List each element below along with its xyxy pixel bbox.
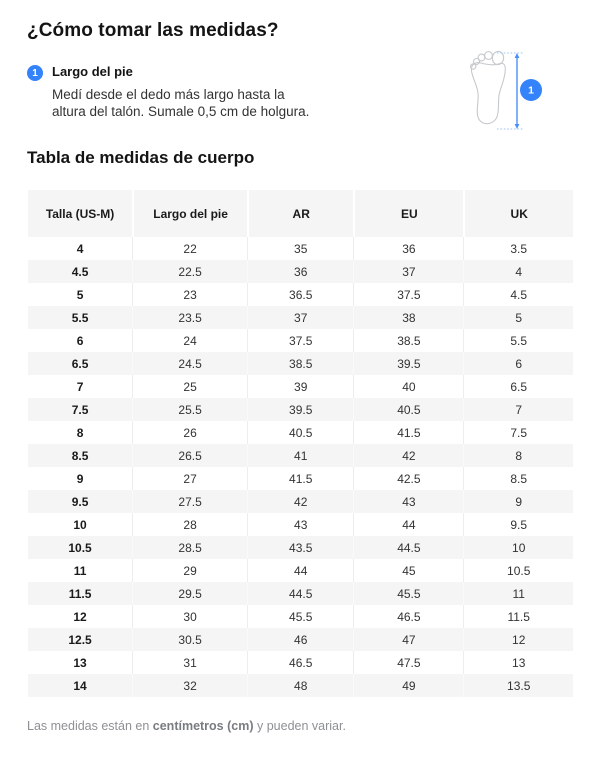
value-cell: 40.5 (247, 421, 353, 444)
instruction-text (52, 64, 309, 120)
size-cell: 10.5 (28, 536, 132, 559)
value-cell: 44 (247, 559, 353, 582)
value-cell: 47.5 (353, 651, 463, 674)
table-section-title: Tabla de medidas de cuerpo (27, 148, 255, 167)
size-cell: 9.5 (28, 490, 132, 513)
value-cell: 8 (463, 444, 573, 467)
column-header-largo: Largo del pie (132, 190, 247, 237)
column-header-talla: Talla (US-M) (28, 190, 132, 237)
table-row (28, 421, 573, 444)
table-row (28, 582, 573, 605)
step-1-badge: 1 (27, 65, 43, 81)
description-line-2: altura del talón. Sumale 0,5 cm de holgura. (52, 104, 310, 119)
size-cell: 7 (76, 379, 84, 394)
table-row (28, 352, 573, 375)
size-cell: 6.5 (28, 352, 132, 375)
instruction-block (27, 64, 309, 136)
value-cell: 13 (463, 651, 573, 674)
value-cell: 40 (353, 375, 463, 398)
value-cell: 41.5 (247, 467, 353, 490)
value-cell: 37 (247, 306, 353, 329)
table-row (28, 513, 573, 536)
value-cell: 45 (353, 559, 463, 582)
value-cell: 41.5 (353, 421, 463, 444)
size-cell: 4 (76, 241, 84, 256)
value-cell: 42 (353, 444, 463, 467)
size-cell: 7.5 (28, 398, 132, 421)
value-cell: 27 (132, 467, 247, 490)
value-cell: 8.5 (463, 467, 573, 490)
value-cell: 22 (132, 237, 247, 260)
value-cell: 28 (132, 513, 247, 536)
value-cell: 45.5 (247, 605, 353, 628)
footnote-suffix: y pueden variar. (253, 719, 346, 733)
table-row (28, 306, 573, 329)
value-cell: 47 (353, 628, 463, 651)
value-cell: 42 (247, 490, 353, 513)
value-cell: 23.5 (132, 306, 247, 329)
value-cell: 4 (463, 260, 573, 283)
value-cell: 7 (463, 398, 573, 421)
description-line-1: Medí desde el dedo más largo hasta la (52, 87, 285, 102)
size-cell: 6 (76, 333, 84, 348)
size-cell: 8.5 (28, 444, 132, 467)
value-cell: 43 (247, 513, 353, 536)
value-cell: 26 (132, 421, 247, 444)
value-cell: 42.5 (353, 467, 463, 490)
value-cell: 41 (247, 444, 353, 467)
value-cell: 10.5 (463, 559, 573, 582)
footnote-unit: centímetros (cm) (152, 719, 254, 733)
size-cell: 5.5 (28, 306, 132, 329)
table-row (28, 375, 573, 398)
value-cell: 29 (132, 559, 247, 582)
size-table (28, 190, 573, 697)
size-cell: 10 (73, 517, 87, 532)
size-table-body (28, 237, 573, 697)
value-cell: 28.5 (132, 536, 247, 559)
instruction-description (52, 86, 309, 120)
table-row (28, 467, 573, 490)
page-title: ¿Cómo tomar las medidas? (27, 20, 279, 41)
value-cell: 9.5 (463, 513, 573, 536)
value-cell: 23 (132, 283, 247, 306)
size-cell: 11.5 (28, 582, 132, 605)
value-cell: 25.5 (132, 398, 247, 421)
value-cell: 10 (463, 536, 573, 559)
value-cell: 12 (463, 628, 573, 651)
table-row (28, 444, 573, 467)
column-header-eu: EU (353, 190, 463, 237)
foot-outline-icon (471, 51, 506, 124)
value-cell: 25 (132, 375, 247, 398)
value-cell: 44.5 (247, 582, 353, 605)
value-cell: 46 (247, 628, 353, 651)
table-row (28, 674, 573, 697)
header-row (28, 190, 573, 237)
value-cell: 46.5 (353, 605, 463, 628)
value-cell: 27.5 (132, 490, 247, 513)
size-cell: 5 (76, 287, 84, 302)
size-cell: 11 (73, 563, 87, 578)
value-cell: 11.5 (463, 605, 573, 628)
value-cell: 3.5 (463, 237, 573, 260)
value-cell: 45.5 (353, 582, 463, 605)
table-row (28, 628, 573, 651)
table-row (28, 398, 573, 421)
size-cell: 12 (73, 609, 87, 624)
value-cell: 39.5 (353, 352, 463, 375)
value-cell: 6.5 (463, 375, 573, 398)
value-cell: 5 (463, 306, 573, 329)
value-cell: 4.5 (463, 283, 573, 306)
value-cell: 24 (132, 329, 247, 352)
value-cell: 6 (463, 352, 573, 375)
column-header-ar: AR (247, 190, 353, 237)
value-cell: 38.5 (353, 329, 463, 352)
value-cell: 30.5 (132, 628, 247, 651)
value-cell: 11 (463, 582, 573, 605)
value-cell: 37.5 (247, 329, 353, 352)
size-cell: 14 (28, 674, 132, 697)
value-cell: 36 (247, 260, 353, 283)
measure-arrow-icon (497, 53, 524, 129)
measure-1-badge-label: 1 (528, 84, 534, 97)
table-row (28, 490, 573, 513)
size-cell: 8 (76, 425, 84, 440)
value-cell: 46.5 (247, 651, 353, 674)
table-row (28, 651, 573, 674)
value-cell: 38.5 (247, 352, 353, 375)
table-row (28, 536, 573, 559)
value-cell: 32 (132, 674, 247, 697)
value-cell: 38 (353, 306, 463, 329)
size-cell: 12.5 (28, 628, 132, 651)
size-cell: 13 (73, 655, 87, 670)
column-header-uk: UK (463, 190, 573, 237)
value-cell: 37.5 (353, 283, 463, 306)
table-row (28, 329, 573, 352)
instruction-row (27, 64, 573, 136)
value-cell: 43.5 (247, 536, 353, 559)
table-row (28, 605, 573, 628)
value-cell: 39.5 (247, 398, 353, 421)
value-cell: 26.5 (132, 444, 247, 467)
value-cell: 48 (247, 674, 353, 697)
value-cell: 49 (353, 674, 463, 697)
table-row (28, 283, 573, 306)
value-cell: 37 (353, 260, 463, 283)
value-cell: 13.5 (463, 674, 573, 697)
value-cell: 39 (247, 375, 353, 398)
value-cell: 36.5 (247, 283, 353, 306)
value-cell: 40.5 (353, 398, 463, 421)
table-row (28, 237, 573, 260)
table-row (28, 559, 573, 582)
value-cell: 36 (353, 237, 463, 260)
value-cell: 24.5 (132, 352, 247, 375)
value-cell: 29.5 (132, 582, 247, 605)
foot-measure-icon (467, 48, 545, 136)
value-cell: 31 (132, 651, 247, 674)
instruction-label: Largo del pie (52, 64, 133, 79)
size-cell: 9 (76, 471, 84, 486)
header-section (0, 0, 600, 136)
size-cell: 4.5 (28, 260, 132, 283)
value-cell: 9 (463, 490, 573, 513)
measurements-footnote (27, 719, 600, 733)
value-cell: 7.5 (463, 421, 573, 444)
value-cell: 22.5 (132, 260, 247, 283)
value-cell: 5.5 (463, 329, 573, 352)
value-cell: 43 (353, 490, 463, 513)
value-cell: 30 (132, 605, 247, 628)
value-cell: 35 (247, 237, 353, 260)
footnote-prefix: Las medidas están en (27, 719, 153, 733)
size-table-header (28, 190, 573, 237)
table-row (28, 260, 573, 283)
value-cell: 44 (353, 513, 463, 536)
value-cell: 44.5 (353, 536, 463, 559)
